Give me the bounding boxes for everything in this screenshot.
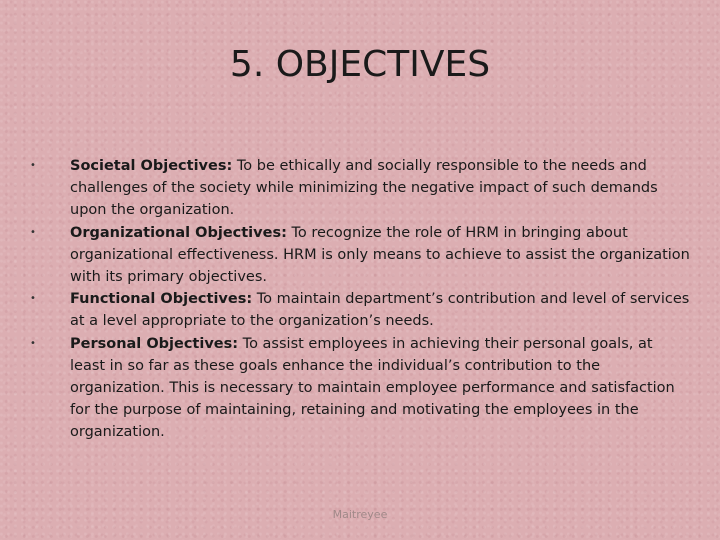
item-term: Personal Objectives: — [70, 335, 239, 352]
list-item-functional — [30, 288, 690, 332]
item-term: Functional Objectives: — [70, 291, 253, 308]
list-item-societal — [30, 155, 690, 222]
list-item-organizational — [30, 222, 690, 289]
slide-title: 5. OBJECTIVES — [229, 44, 491, 85]
item-text: To be ethically and socially responsible to the needs and challenges of the society while minimizing the negative impact of such demands upon the organization. — [70, 158, 658, 219]
bullet-icon: • — [30, 337, 36, 349]
list-item-personal — [30, 333, 690, 444]
bullet-icon: • — [30, 293, 36, 305]
item-term: Societal Objectives: — [70, 158, 233, 174]
item-text: To maintain department’s contribution and level of services at a level appropriate to the organization’s needs. — [70, 291, 690, 330]
bullet-icon: • — [30, 226, 36, 238]
item-text: To recognize the role of HRM in bringing about organizational effectiveness. HRM is only means to achieve to assist the organization with its primary objectives. — [70, 224, 690, 286]
item-text: To assist employees in achieving their personal goals, at least in so far as these goals enhance the individual’s contribution to the organization. This is necessary to maintain employee performance and satisfaction for the purpose of maintaining, retaining and motivating the employees in the organization. — [70, 335, 675, 441]
bullet-icon: • — [30, 160, 36, 171]
slide-footer: Maitreyee — [332, 508, 388, 521]
item-term: Organizational Objectives: — [70, 224, 287, 241]
objectives-list — [30, 155, 690, 444]
